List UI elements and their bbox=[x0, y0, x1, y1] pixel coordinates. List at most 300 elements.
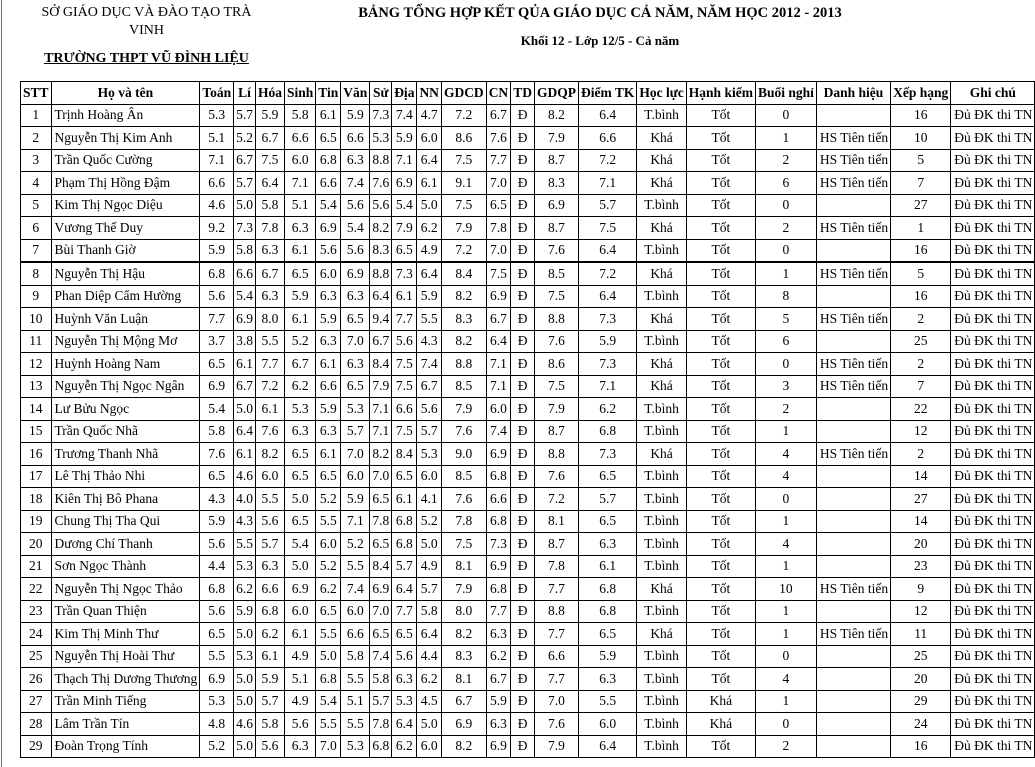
table-cell: 5.8 bbox=[370, 668, 392, 691]
table-cell: 6.8 bbox=[316, 149, 341, 172]
table-cell: 5.1 bbox=[341, 690, 370, 713]
table-header-row bbox=[21, 82, 1035, 105]
table-cell: 6.5 bbox=[200, 465, 234, 488]
table-cell: 6.2 bbox=[234, 578, 256, 601]
table-cell: 2 bbox=[755, 398, 816, 421]
document-subtitle: Khối 12 - Lớp 12/5 - Cả năm bbox=[520, 33, 680, 48]
table-cell: 7 bbox=[21, 239, 52, 262]
table-cell: 6.5 bbox=[284, 443, 315, 466]
table-cell: 3 bbox=[21, 149, 52, 172]
table-cell: 1 bbox=[755, 510, 816, 533]
table-cell: 2 bbox=[755, 735, 816, 758]
table-cell: 5.0 bbox=[234, 668, 256, 691]
table-cell: 4.9 bbox=[417, 239, 442, 262]
table-cell: 16 bbox=[891, 239, 951, 262]
table-cell: 6.7 bbox=[417, 375, 442, 398]
table-cell: 8.1 bbox=[441, 668, 486, 691]
table-cell: Kim Thị Ngọc Diệu bbox=[51, 194, 200, 217]
table-cell: 4.5 bbox=[417, 690, 442, 713]
table-cell: Đ bbox=[511, 645, 535, 668]
table-cell: 6.3 bbox=[341, 285, 370, 308]
table-cell: Đủ ĐK thi TN bbox=[951, 420, 1035, 443]
column-header: STT bbox=[21, 82, 52, 105]
table-cell: 6.5 bbox=[200, 353, 234, 376]
table-row bbox=[21, 217, 1035, 240]
table-cell: 7.2 bbox=[578, 149, 636, 172]
table-cell: 0 bbox=[755, 488, 816, 511]
table-cell: 5.2 bbox=[417, 510, 442, 533]
table-cell: 7.2 bbox=[578, 262, 636, 285]
table-cell: 4.8 bbox=[200, 713, 234, 736]
table-cell: Đ bbox=[511, 194, 535, 217]
table-cell: 5.5 bbox=[341, 713, 370, 736]
table-cell: Tốt bbox=[686, 285, 755, 308]
table-cell: 6.4 bbox=[578, 104, 636, 127]
table-cell: 6.1 bbox=[392, 285, 417, 308]
column-header: Hóa bbox=[255, 82, 284, 105]
table-cell: 6.8 bbox=[370, 735, 392, 758]
table-cell: 7.1 bbox=[486, 375, 511, 398]
table-cell: 7.9 bbox=[534, 127, 578, 150]
table-cell: 6.8 bbox=[486, 510, 511, 533]
table-cell: 2 bbox=[21, 127, 52, 150]
table-cell: Tốt bbox=[686, 194, 755, 217]
table-cell: 8.8 bbox=[534, 600, 578, 623]
table-cell: 6.1 bbox=[284, 308, 315, 331]
table-cell: 6.3 bbox=[578, 533, 636, 556]
table-cell: 6.0 bbox=[417, 735, 442, 758]
table-cell: 5.3 bbox=[234, 645, 256, 668]
table-cell: HS Tiên tiến bbox=[816, 127, 890, 150]
table-cell: 6.7 bbox=[284, 353, 315, 376]
table-cell: 4.3 bbox=[417, 330, 442, 353]
table-cell: 6.8 bbox=[578, 578, 636, 601]
table-cell: 5.7 bbox=[578, 488, 636, 511]
table-cell: 7.9 bbox=[441, 578, 486, 601]
table-cell: 7.1 bbox=[341, 510, 370, 533]
table-cell: 5.5 bbox=[341, 555, 370, 578]
table-cell: 5.7 bbox=[255, 533, 284, 556]
table-cell: 6.1 bbox=[578, 555, 636, 578]
table-cell: 8.0 bbox=[441, 600, 486, 623]
table-cell: 5.5 bbox=[255, 488, 284, 511]
table-cell: 5.5 bbox=[341, 668, 370, 691]
table-row bbox=[21, 194, 1035, 217]
table-cell: 16 bbox=[891, 104, 951, 127]
table-cell: 5.2 bbox=[341, 533, 370, 556]
table-cell: 7.9 bbox=[441, 217, 486, 240]
table-cell: 6.9 bbox=[441, 713, 486, 736]
table-cell: 6.7 bbox=[370, 330, 392, 353]
table-cell: 6.5 bbox=[392, 465, 417, 488]
table-cell: 6.2 bbox=[486, 645, 511, 668]
table-row bbox=[21, 149, 1035, 172]
table-cell: Khá bbox=[637, 578, 686, 601]
table-cell: 6.1 bbox=[255, 398, 284, 421]
table-cell: HS Tiên tiến bbox=[816, 443, 890, 466]
table-cell: 6.1 bbox=[255, 645, 284, 668]
table-cell: 6.0 bbox=[284, 149, 315, 172]
table-row bbox=[21, 375, 1035, 398]
table-cell: T.bình bbox=[637, 420, 686, 443]
table-cell: 6.4 bbox=[234, 420, 256, 443]
table-cell: 7.7 bbox=[392, 308, 417, 331]
table-cell: 5.2 bbox=[316, 488, 341, 511]
table-cell: 7.5 bbox=[255, 149, 284, 172]
table-cell: 8.8 bbox=[441, 353, 486, 376]
column-header: Sinh bbox=[284, 82, 315, 105]
table-cell: 5.1 bbox=[284, 194, 315, 217]
table-cell: Đ bbox=[511, 510, 535, 533]
table-cell: Trần Minh Tiếng bbox=[51, 690, 200, 713]
table-cell: 3.8 bbox=[234, 330, 256, 353]
table-cell: 5.3 bbox=[200, 690, 234, 713]
table-cell: 6.1 bbox=[316, 443, 341, 466]
table-cell: 5.7 bbox=[417, 420, 442, 443]
table-cell: Trịnh Hoàng Ân bbox=[51, 104, 200, 127]
table-cell: 19 bbox=[21, 510, 52, 533]
table-cell: 7.8 bbox=[534, 555, 578, 578]
table-cell: 8.3 bbox=[441, 645, 486, 668]
table-cell: 5 bbox=[891, 262, 951, 285]
table-cell: Tốt bbox=[686, 600, 755, 623]
table-cell: 4.6 bbox=[200, 194, 234, 217]
table-cell: 7.2 bbox=[255, 375, 284, 398]
table-cell: 6.0 bbox=[341, 600, 370, 623]
table-cell: Đủ ĐK thi TN bbox=[951, 353, 1035, 376]
table-row bbox=[21, 735, 1035, 758]
table-cell: 7.2 bbox=[441, 239, 486, 262]
table-cell: 5.8 bbox=[255, 194, 284, 217]
table-cell: 4.1 bbox=[417, 488, 442, 511]
table-cell: 4 bbox=[755, 443, 816, 466]
table-cell: 12 bbox=[21, 353, 52, 376]
table-cell: 7.2 bbox=[534, 488, 578, 511]
table-cell: 7.7 bbox=[486, 600, 511, 623]
table-cell: 7.3 bbox=[234, 217, 256, 240]
table-cell: 6.9 bbox=[284, 578, 315, 601]
table-cell: 8.7 bbox=[534, 420, 578, 443]
table-cell: 5.9 bbox=[255, 104, 284, 127]
table-cell: Tốt bbox=[686, 623, 755, 646]
table-cell: 5.6 bbox=[284, 713, 315, 736]
table-cell: Đ bbox=[511, 149, 535, 172]
table-cell: 5.3 bbox=[370, 127, 392, 150]
table-cell: Huỳnh Văn Luận bbox=[51, 308, 200, 331]
table-cell: 6.0 bbox=[417, 465, 442, 488]
table-cell: 4.6 bbox=[234, 713, 256, 736]
table-cell: Khá bbox=[637, 262, 686, 285]
table-cell: 7.6 bbox=[441, 420, 486, 443]
table-cell: 5.0 bbox=[234, 735, 256, 758]
table-row bbox=[21, 578, 1035, 601]
table-cell: 6.6 bbox=[234, 262, 256, 285]
table-cell: 6.4 bbox=[417, 149, 442, 172]
table-cell: Huỳnh Hoàng Nam bbox=[51, 353, 200, 376]
table-cell: 7.7 bbox=[392, 600, 417, 623]
table-cell: Đủ ĐK thi TN bbox=[951, 668, 1035, 691]
table-cell: 4.3 bbox=[234, 510, 256, 533]
table-cell: Dương Chí Thanh bbox=[51, 533, 200, 556]
table-cell: 8 bbox=[755, 285, 816, 308]
table-cell: 12 bbox=[891, 420, 951, 443]
table-cell: 7.6 bbox=[441, 488, 486, 511]
table-cell: 9.2 bbox=[200, 217, 234, 240]
table-row bbox=[21, 285, 1035, 308]
table-row bbox=[21, 713, 1035, 736]
table-cell: 6.7 bbox=[234, 149, 256, 172]
table-cell: Tốt bbox=[686, 735, 755, 758]
table-cell: 8.2 bbox=[255, 443, 284, 466]
table-cell: Tốt bbox=[686, 149, 755, 172]
table-cell: HS Tiên tiến bbox=[816, 578, 890, 601]
table-cell: T.bình bbox=[637, 465, 686, 488]
table-cell: T.bình bbox=[637, 735, 686, 758]
table-row bbox=[21, 398, 1035, 421]
column-header: Xếp hạng bbox=[891, 82, 951, 105]
table-cell: 5.0 bbox=[234, 194, 256, 217]
table-cell: Đ bbox=[511, 420, 535, 443]
table-row bbox=[21, 465, 1035, 488]
table-cell: 5.5 bbox=[316, 510, 341, 533]
table-cell: 5.4 bbox=[284, 533, 315, 556]
page-left-border bbox=[1, 0, 2, 767]
table-cell: 7.6 bbox=[534, 239, 578, 262]
table-cell: 8.1 bbox=[441, 555, 486, 578]
table-cell: Đ bbox=[511, 465, 535, 488]
table-cell: 7.8 bbox=[370, 510, 392, 533]
table-cell bbox=[816, 690, 890, 713]
table-cell: Chung Thị Tha Qui bbox=[51, 510, 200, 533]
table-row bbox=[21, 127, 1035, 150]
table-cell bbox=[816, 600, 890, 623]
table-cell: 6.0 bbox=[417, 127, 442, 150]
table-cell: 6.3 bbox=[255, 285, 284, 308]
table-cell: 5.7 bbox=[578, 194, 636, 217]
table-cell: Tốt bbox=[686, 353, 755, 376]
table-row bbox=[21, 172, 1035, 195]
table-cell: Kiên Thị Bô Phana bbox=[51, 488, 200, 511]
table-cell: 6.3 bbox=[316, 330, 341, 353]
table-cell: 6.5 bbox=[578, 465, 636, 488]
table-cell: 13 bbox=[21, 375, 52, 398]
column-header: Địa bbox=[392, 82, 417, 105]
table-cell: Trần Quốc Nhã bbox=[51, 420, 200, 443]
table-cell: Đủ ĐK thi TN bbox=[951, 533, 1035, 556]
table-cell: 27 bbox=[891, 194, 951, 217]
table-cell: 7.0 bbox=[341, 443, 370, 466]
table-cell: 10 bbox=[755, 578, 816, 601]
table-cell: 7.9 bbox=[370, 375, 392, 398]
table-cell: 6.5 bbox=[316, 465, 341, 488]
table-cell: 6.2 bbox=[417, 668, 442, 691]
table-cell: 5.9 bbox=[200, 510, 234, 533]
table-cell: 5.3 bbox=[417, 443, 442, 466]
table-cell: 6.8 bbox=[486, 465, 511, 488]
table-row bbox=[21, 262, 1035, 285]
table-cell: Tốt bbox=[686, 578, 755, 601]
table-cell: 5.5 bbox=[200, 645, 234, 668]
table-cell: T.bình bbox=[637, 668, 686, 691]
column-header: Tin bbox=[316, 82, 341, 105]
table-cell: Tốt bbox=[686, 443, 755, 466]
table-cell: 5.7 bbox=[255, 690, 284, 713]
column-header: Ghi chú bbox=[951, 82, 1035, 105]
table-row bbox=[21, 555, 1035, 578]
table-row bbox=[21, 104, 1035, 127]
table-cell: 6.6 bbox=[316, 172, 341, 195]
table-cell: HS Tiên tiến bbox=[816, 353, 890, 376]
table-cell: 6.7 bbox=[255, 127, 284, 150]
table-cell: 8.7 bbox=[534, 533, 578, 556]
table-cell: Đ bbox=[511, 330, 535, 353]
table-cell: Đủ ĐK thi TN bbox=[951, 555, 1035, 578]
table-cell: 4 bbox=[755, 465, 816, 488]
table-cell: 6.7 bbox=[486, 308, 511, 331]
table-cell: 2 bbox=[891, 353, 951, 376]
table-cell: 5.4 bbox=[341, 217, 370, 240]
table-cell: 7.3 bbox=[578, 353, 636, 376]
table-cell: 25 bbox=[21, 645, 52, 668]
table-cell: 6.5 bbox=[200, 623, 234, 646]
table-cell: Trần Quốc Cường bbox=[51, 149, 200, 172]
table-cell: 22 bbox=[891, 398, 951, 421]
table-cell: Nguyễn Thị Ngọc Ngân bbox=[51, 375, 200, 398]
table-cell: 1 bbox=[755, 262, 816, 285]
table-row bbox=[21, 353, 1035, 376]
table-cell: 6.7 bbox=[441, 690, 486, 713]
table-cell bbox=[816, 194, 890, 217]
table-row bbox=[21, 600, 1035, 623]
table-cell: 8 bbox=[21, 262, 52, 285]
table-cell: 6.8 bbox=[392, 533, 417, 556]
table-cell: 6.8 bbox=[316, 668, 341, 691]
table-cell: HS Tiên tiến bbox=[816, 375, 890, 398]
table-cell: 7.7 bbox=[200, 308, 234, 331]
table-cell: 5.3 bbox=[234, 555, 256, 578]
table-cell: 1 bbox=[21, 104, 52, 127]
table-cell: 1 bbox=[755, 420, 816, 443]
table-cell: 5.0 bbox=[234, 623, 256, 646]
table-cell: Đ bbox=[511, 217, 535, 240]
table-cell: 11 bbox=[21, 330, 52, 353]
table-cell: 2 bbox=[891, 443, 951, 466]
table-cell: Khá bbox=[637, 217, 686, 240]
table-cell: 5 bbox=[755, 308, 816, 331]
table-cell: 25 bbox=[891, 645, 951, 668]
column-header: Văn bbox=[341, 82, 370, 105]
table-cell: Nguyễn Thị Hoài Thư bbox=[51, 645, 200, 668]
table-cell: 4 bbox=[755, 668, 816, 691]
table-cell: T.bình bbox=[637, 239, 686, 262]
table-cell: 6.4 bbox=[578, 285, 636, 308]
table-cell: 20 bbox=[891, 533, 951, 556]
table-cell: 2 bbox=[755, 217, 816, 240]
table-cell bbox=[816, 285, 890, 308]
table-cell: 10 bbox=[891, 127, 951, 150]
table-cell: Trương Thanh Nhã bbox=[51, 443, 200, 466]
table-cell: 6.6 bbox=[486, 488, 511, 511]
table-cell: 8.0 bbox=[255, 308, 284, 331]
table-cell: Đ bbox=[511, 555, 535, 578]
table-cell: 2 bbox=[891, 308, 951, 331]
table-cell: 5.5 bbox=[234, 533, 256, 556]
table-cell bbox=[816, 555, 890, 578]
table-cell: 0 bbox=[755, 713, 816, 736]
table-cell: 6.3 bbox=[392, 668, 417, 691]
table-cell: Đ bbox=[511, 443, 535, 466]
table-cell: 16 bbox=[891, 735, 951, 758]
table-cell: 5.9 bbox=[200, 239, 234, 262]
column-header: Hạnh kiểm bbox=[686, 82, 755, 105]
school-name: TRƯỜNG THPT VŨ ĐÌNH LIỆU bbox=[44, 51, 249, 66]
table-cell: 9 bbox=[891, 578, 951, 601]
table-cell: Đủ ĐK thi TN bbox=[951, 645, 1035, 668]
table-cell: Khá bbox=[637, 149, 686, 172]
table-cell: 6.9 bbox=[370, 578, 392, 601]
table-cell: Vương Thế Duy bbox=[51, 217, 200, 240]
table-cell: T.bình bbox=[637, 104, 686, 127]
table-cell: 3 bbox=[755, 375, 816, 398]
table-cell: 5.1 bbox=[200, 127, 234, 150]
table-cell: Đ bbox=[511, 262, 535, 285]
table-cell: 6.8 bbox=[392, 510, 417, 533]
table-cell: 0 bbox=[755, 353, 816, 376]
table-cell bbox=[816, 239, 890, 262]
table-cell: 8.4 bbox=[392, 443, 417, 466]
table-cell: 7.0 bbox=[316, 735, 341, 758]
results-table bbox=[20, 81, 1035, 758]
table-cell: 6.5 bbox=[392, 623, 417, 646]
table-cell: 0 bbox=[755, 194, 816, 217]
column-header: TD bbox=[511, 82, 535, 105]
table-cell: 7.6 bbox=[534, 713, 578, 736]
table-row bbox=[21, 623, 1035, 646]
table-cell: Khá bbox=[637, 353, 686, 376]
table-cell: Đ bbox=[511, 239, 535, 262]
table-cell: 7.6 bbox=[255, 420, 284, 443]
table-cell: 26 bbox=[21, 668, 52, 691]
table-cell: Đủ ĐK thi TN bbox=[951, 172, 1035, 195]
table-cell: 14 bbox=[21, 398, 52, 421]
table-cell: 5.7 bbox=[392, 555, 417, 578]
table-cell: Đ bbox=[511, 375, 535, 398]
table-cell: Tốt bbox=[686, 645, 755, 668]
table-cell: 11 bbox=[891, 623, 951, 646]
table-cell: 6.5 bbox=[284, 510, 315, 533]
table-cell: Đủ ĐK thi TN bbox=[951, 713, 1035, 736]
table-cell: Khá bbox=[637, 308, 686, 331]
table-cell: Khá bbox=[637, 623, 686, 646]
table-cell: 6.6 bbox=[392, 398, 417, 421]
table-cell: 5.0 bbox=[284, 488, 315, 511]
table-cell: 6.3 bbox=[255, 239, 284, 262]
table-cell: 8.4 bbox=[370, 555, 392, 578]
table-row bbox=[21, 690, 1035, 713]
table-cell: T.bình bbox=[637, 285, 686, 308]
table-cell: 2 bbox=[755, 149, 816, 172]
table-cell: 6.1 bbox=[284, 623, 315, 646]
table-cell: 6.4 bbox=[486, 330, 511, 353]
table-cell: 8.2 bbox=[441, 285, 486, 308]
table-cell: 6.9 bbox=[486, 443, 511, 466]
table-cell bbox=[816, 735, 890, 758]
table-cell: 7.1 bbox=[370, 398, 392, 421]
table-cell: 7.8 bbox=[255, 217, 284, 240]
table-cell: T.bình bbox=[637, 713, 686, 736]
table-cell: 8.5 bbox=[441, 465, 486, 488]
table-cell: Đ bbox=[511, 533, 535, 556]
